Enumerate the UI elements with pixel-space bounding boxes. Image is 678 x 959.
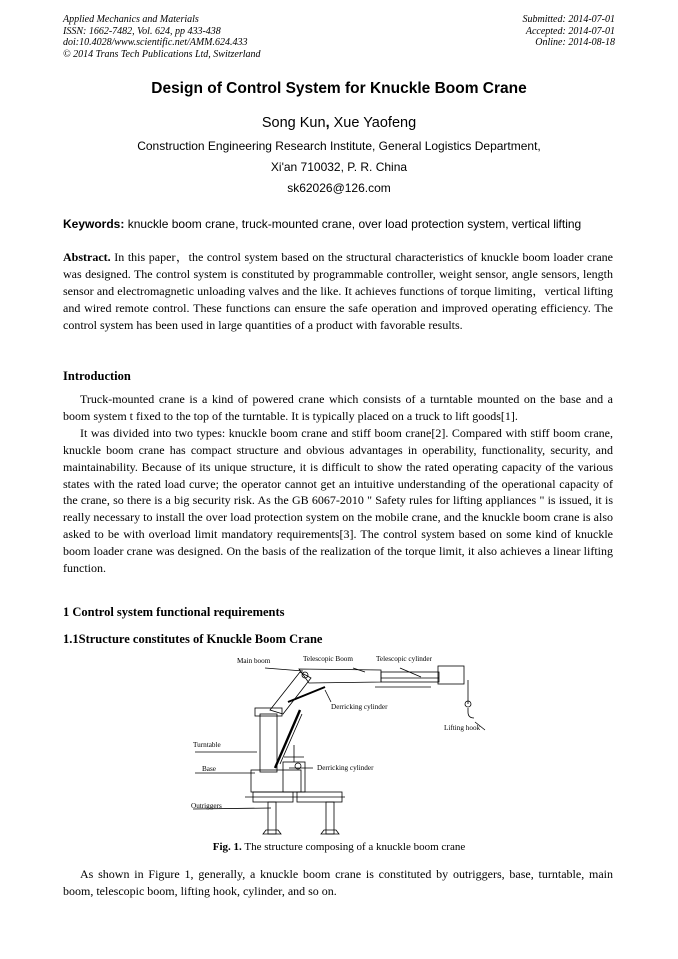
outrigger-foot-right xyxy=(321,830,339,834)
derricking-cylinder-upper xyxy=(288,687,325,702)
journal-name: Applied Mechanics and Materials xyxy=(63,14,199,25)
boom-tip xyxy=(438,666,464,684)
base-frame xyxy=(251,770,301,792)
authors xyxy=(0,115,678,131)
journal-issn: ISSN: 1662-7482, Vol. 624, pp 433-438 xyxy=(63,25,221,37)
label-telescopic-cylinder: Telescopic cylinder xyxy=(376,655,432,663)
leader-derricking-upper xyxy=(325,690,331,702)
journal-info xyxy=(63,14,261,60)
accepted-date: Accepted: 2014-07-01 xyxy=(525,25,615,37)
outrigger-leg-right xyxy=(326,802,334,834)
abstract xyxy=(63,249,613,334)
keywords-label: Keywords: xyxy=(63,217,125,231)
submitted-date: Submitted: 2014-07-01 xyxy=(522,14,615,25)
label-turntable: Turntable xyxy=(193,741,221,749)
figure-1-caption xyxy=(0,841,678,853)
turntable-column xyxy=(260,714,277,772)
figure-1 xyxy=(185,652,495,840)
section-1-heading: 1 Control system functional requirements xyxy=(63,605,285,619)
online-date: Online: 2014-08-18 xyxy=(535,37,615,49)
telescopic-boom xyxy=(299,669,381,683)
keywords-text: knuckle boom crane, truck-mounted crane, over load protection system, vertical lifting xyxy=(124,217,582,231)
leader-telescopic-cylinder xyxy=(400,668,421,677)
paper-title: Design of Control System for Knuckle Boom Crane xyxy=(151,80,527,97)
figure-1-caption-text: The structure composing of a knuckle boom crane xyxy=(241,841,466,853)
derricking-cylinder-lower xyxy=(275,710,300,768)
abstract-text: In this paper，the control system based on the structural characteristics of knuckle boom loader crane was designed. The control system is constituted by programmable controller, weight sensor, angle sensors, length sensor and electromagnetic unloading valves and the like. It achieves functions of torque limiting，vertical lifting and wired remote control. These functions can ensure the safe operation and improved operating efficiency. The control system has been used in large quantities of a product with favorable results. xyxy=(63,250,613,332)
label-base: Base xyxy=(202,765,216,773)
intro-paragraph-1: Truck-mounted crane is a kind of powered crane which consists of a turntable mounted on the base and a boom system t fixed to the top of the turntable. It is typically placed on a truck to lift goods[1]. xyxy=(63,392,613,423)
submission-dates xyxy=(523,14,616,49)
introduction-heading: Introduction xyxy=(63,369,131,383)
journal-doi: doi:10.4028/www.scientific.net/AMM.624.433 xyxy=(63,37,248,49)
journal-copyright: © 2014 Trans Tech Publications Ltd, Switzerland xyxy=(63,48,261,60)
label-telescopic-boom: Telescopic Boom xyxy=(303,655,353,663)
introduction-body xyxy=(63,391,613,577)
outrigger-foot-left xyxy=(263,830,281,834)
telescopic-extension xyxy=(381,672,439,682)
outrigger-leg-left xyxy=(268,802,276,834)
author-separator: , xyxy=(325,115,334,131)
keywords xyxy=(63,217,613,231)
author-1: Song Kun xyxy=(261,115,326,131)
affiliation-line-2: Xi'an 710032, P. R. China xyxy=(270,160,408,174)
label-outriggers: Outriggers xyxy=(191,802,222,810)
affiliation-line-1: Construction Engineering Research Institute, General Logistics Department, xyxy=(137,139,541,153)
body-paragraph xyxy=(63,866,613,900)
crane-drawing xyxy=(185,652,495,840)
turntable-head xyxy=(255,708,282,716)
closing-paragraph: As shown in Figure 1, generally, a knuckle boom crane is constituted by outriggers, base, turntable, main boom, telescopic boom, lifting hook, cylinder, and so on. xyxy=(63,867,613,898)
label-lifting-hook: Lifting hook xyxy=(444,724,481,732)
label-derricking-cylinder-lower: Derricking cylinder xyxy=(317,764,374,772)
leader-main-boom xyxy=(265,668,303,671)
slewing-box xyxy=(283,762,305,792)
figure-1-caption-label: Fig. 1. xyxy=(212,841,242,853)
label-main-boom: Main boom xyxy=(237,657,271,665)
author-email: sk62026@126.com xyxy=(287,181,391,195)
lifting-hook-icon xyxy=(468,708,474,718)
author-2: Xue Yaofeng xyxy=(333,115,417,131)
label-derricking-cylinder-upper: Derricking cylinder xyxy=(331,703,388,711)
abstract-label: Abstract. xyxy=(63,250,111,264)
intro-paragraph-2: It was divided into two types: knuckle boom crane and stiff boom crane[2]. Compared with stiff boom crane, knuckle boom crane has compact structure and obvious advantages in operability, functionality, security, and maintainability. Because of its unique structure, it is difficult to show the rated operating capacity of the various states with the rated load curve; the operator cannot get an intuitive understanding of the operational capacity of the crane, so there is a big security risk. As the GB 6067-2010 " Safety rules for lifting appliances " is issued, it is really necessary to install the over load protection system on the mobile crane, and the knuckle boom crane is also asked to be with overload limit mandatory requirements[3]. The control system based on some kind of knuckle boom loader crane was designed. On the basis of the realization of the torque limit, it also achieves a linear lifting function. xyxy=(63,425,613,576)
section-1-1-heading: 1.1Structure constitutes of Knuckle Boom Crane xyxy=(63,632,323,646)
